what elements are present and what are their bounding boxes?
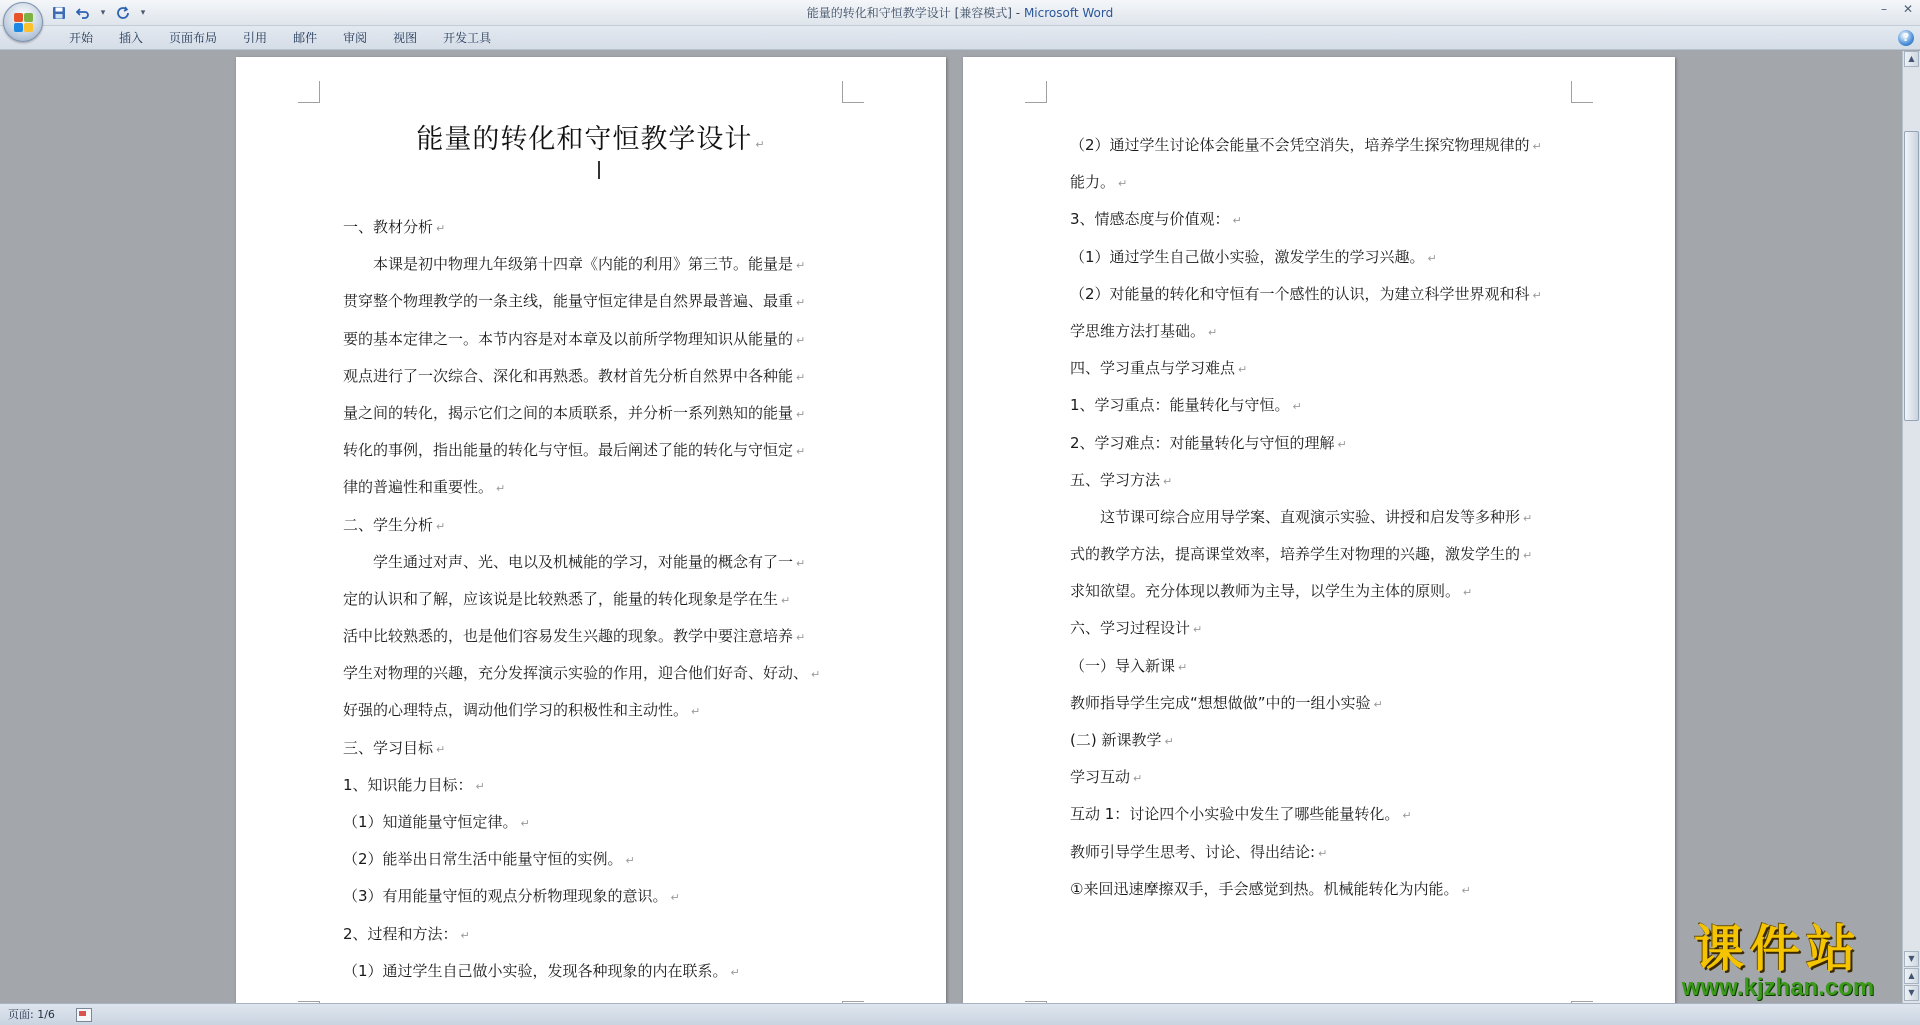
text-line-content: 律的普遍性和重要性。 xyxy=(343,478,494,497)
text-line-content: 这节课可综合应用导学案、直观演示实验、讲授和启发等多种形 xyxy=(1070,507,1521,526)
text-line[interactable] xyxy=(343,581,845,618)
text-line-content: 转化的事例，指出能量的转化与守恒。最后阐述了能的转化与守恒定 xyxy=(343,441,794,460)
paragraph-mark: ↵ xyxy=(625,854,635,868)
next-page-icon[interactable]: ▼ xyxy=(1904,985,1919,1001)
vertical-scrollbar[interactable] xyxy=(1902,51,1920,1003)
text-line-content: 定的认识和了解，应该说是比较熟悉了，能量的转化现象是学在生 xyxy=(343,589,779,608)
text-line-content: （1）通过学生自己做小实验，发现各种现象的内在联系。 xyxy=(343,961,728,980)
text-line-content: （2）通过学生讨论体会能量不会凭空消失，培养学生探究物理规律的 xyxy=(1070,136,1530,154)
text-line[interactable] xyxy=(1070,685,1575,722)
office-button[interactable] xyxy=(3,2,43,42)
crop-mark xyxy=(842,81,864,103)
paragraph-mark: ↵ xyxy=(1461,883,1471,897)
undo-button[interactable] xyxy=(74,4,92,22)
close-button[interactable]: ✕ xyxy=(1902,2,1914,16)
title-separator: - xyxy=(1011,6,1024,20)
text-line-content: 好强的心理特点，调动他们学习的积极性和主动性。 xyxy=(343,701,689,720)
text-cursor xyxy=(598,161,600,179)
watermark-url: www.kjzhan.com xyxy=(1681,974,1875,1001)
paragraph-mark: ↵ xyxy=(520,817,530,830)
scroll-up-arrow-icon[interactable]: ▲ xyxy=(1904,51,1919,67)
text-line[interactable] xyxy=(343,469,845,506)
text-line[interactable] xyxy=(1070,834,1575,871)
text-line-content: 学思维方法打基础。 xyxy=(1070,321,1206,340)
text-line[interactable] xyxy=(1070,573,1575,610)
text-line[interactable] xyxy=(343,804,845,841)
undo-icon xyxy=(76,6,90,20)
paragraph-mark: ↵ xyxy=(460,928,470,942)
paragraph-mark: ↵ xyxy=(1208,325,1218,339)
paragraph-mark: ↵ xyxy=(436,742,446,756)
paragraph-mark: ↵ xyxy=(796,370,806,384)
text-line-content: 学生通过对声、光、电以及机械能的学习，对能量的概念有了一 xyxy=(343,552,794,571)
text-line-content: 学习互动 xyxy=(1070,768,1131,787)
paragraph-mark: ↵ xyxy=(781,593,791,607)
paragraph-mark: ↵ xyxy=(796,259,806,273)
text-line-content: 教师引导学生思考、讨论、得出结论: xyxy=(1070,842,1316,861)
page-2-body[interactable] xyxy=(1070,127,1575,908)
status-bar xyxy=(0,1003,1920,1025)
text-line-content: (二) 新课教学 xyxy=(1070,731,1162,749)
text-line[interactable] xyxy=(1070,648,1575,685)
paragraph-mark: ↵ xyxy=(1532,288,1542,302)
text-line-content: 三、学习目标 xyxy=(343,738,434,757)
text-line-content: 六、学习过程设计 xyxy=(1070,619,1191,638)
paragraph-mark: ↵ xyxy=(1232,214,1242,228)
text-line[interactable] xyxy=(1070,350,1575,387)
paragraph-mark: ↵ xyxy=(670,891,680,905)
text-line-content: 1、学习重点：能量转化与守恒。 xyxy=(1070,396,1290,415)
text-line[interactable] xyxy=(343,916,845,953)
paragraph-mark: ↵ xyxy=(1523,511,1533,525)
text-line-content: （1）知道能量守恒定律。 xyxy=(343,813,518,831)
ribbon-tab-6[interactable]: 视图 xyxy=(393,31,418,45)
text-line-content: 量之间的转化，揭示它们之间的本质联系，并分析一系列熟知的能量 xyxy=(343,403,794,422)
text-line-content: ①来回迅速摩擦双手，手会感觉到热。机械能转化为内能。 xyxy=(1070,879,1459,898)
text-line-content: （3）有用能量守恒的观点分析物理现象的意识。 xyxy=(343,887,668,906)
text-line-content: 学生对物理的兴趣，充分发挥演示实验的作用，迎合他们好奇、好动、 xyxy=(343,664,809,683)
page-1-body[interactable] xyxy=(343,209,845,990)
text-line[interactable] xyxy=(1070,871,1575,908)
text-line[interactable] xyxy=(343,767,845,804)
text-line[interactable] xyxy=(343,544,845,581)
text-line[interactable] xyxy=(343,618,845,655)
text-line[interactable] xyxy=(1070,722,1575,759)
text-line-content: 3、情感态度与价值观： xyxy=(1070,210,1230,229)
text-line[interactable] xyxy=(343,283,845,320)
minimize-button[interactable]: – xyxy=(1881,2,1887,16)
page-count[interactable]: 页面: 1/6 xyxy=(8,1008,55,1021)
quick-access-toolbar xyxy=(50,3,148,23)
ribbon-tab-bar xyxy=(0,26,1920,50)
paragraph-mark: ↵ xyxy=(1118,177,1128,191)
ribbon-tab-5[interactable]: 审阅 xyxy=(343,31,368,45)
paragraph-mark: ↵ xyxy=(1373,697,1383,711)
text-line-content: 1、知识能力目标： xyxy=(343,775,473,794)
document-title-text: 能量的转化和守恒教学设计 xyxy=(416,124,753,155)
text-line[interactable] xyxy=(343,321,845,358)
paragraph-mark: ↵ xyxy=(691,705,701,719)
paragraph-mark: ↵ xyxy=(1133,772,1143,786)
text-line[interactable] xyxy=(343,246,845,283)
watermark-logo xyxy=(1658,919,1898,1001)
window-controls xyxy=(1872,0,1920,22)
text-line[interactable] xyxy=(343,953,845,990)
text-line-content: （2）对能量的转化和守恒有一个感性的认识，为建立科学世界观和科 xyxy=(1070,284,1530,303)
paragraph-mark: ↵ xyxy=(1318,846,1328,860)
text-line[interactable] xyxy=(1070,387,1575,424)
text-line[interactable] xyxy=(1070,239,1575,276)
paragraph-mark: ↵ xyxy=(796,407,806,421)
text-line[interactable] xyxy=(343,358,845,395)
paragraph-mark: ↵ xyxy=(1292,400,1302,414)
crop-mark xyxy=(1571,81,1593,103)
ribbon-tab-1[interactable]: 插入 xyxy=(119,31,144,45)
text-line[interactable] xyxy=(343,878,845,915)
redo-icon xyxy=(116,6,130,20)
paragraph-mark: ↵ xyxy=(755,138,766,151)
text-line-content: 式的教学方法，提高课堂效率，培养学生对物理的兴趣，激发学生的 xyxy=(1070,545,1521,564)
paragraph-mark: ↵ xyxy=(1337,437,1347,451)
redo-button[interactable] xyxy=(114,4,132,22)
watermark-title: 课件站 xyxy=(1694,919,1862,978)
text-line-content: 教师指导学生完成“想想做做”中的一组小实验 xyxy=(1070,693,1371,712)
text-line-content: （一）导入新课 xyxy=(1070,656,1176,675)
text-line-content: 四、学习重点与学习难点 xyxy=(1070,359,1236,378)
text-line-content: 贯穿整个物理教学的一条主线，能量守恒定律是自然界最普遍、最重 xyxy=(343,292,794,311)
text-line[interactable] xyxy=(343,730,845,767)
paragraph-mark: ↵ xyxy=(1178,660,1188,674)
ribbon-tab-2[interactable]: 页面布局 xyxy=(169,31,218,45)
text-line[interactable] xyxy=(1070,536,1575,573)
text-line-content: 一、教材分析 xyxy=(343,218,434,236)
office-logo-icon xyxy=(14,13,34,33)
text-line[interactable] xyxy=(343,841,845,878)
paragraph-mark: ↵ xyxy=(796,333,806,347)
ribbon-tab-0[interactable]: 开始 xyxy=(69,31,94,45)
text-line[interactable] xyxy=(343,692,845,729)
undo-dropdown[interactable]: ▾ xyxy=(100,8,106,18)
paragraph-mark: ↵ xyxy=(1238,363,1248,377)
paragraph-mark: ↵ xyxy=(1427,251,1437,265)
text-line-content: 2、学习难点：对能量转化与守恒的理解 xyxy=(1070,433,1335,452)
app-name: Microsoft Word xyxy=(1023,6,1114,20)
save-button[interactable] xyxy=(50,4,68,22)
text-line[interactable] xyxy=(1070,462,1575,499)
text-line-content: 本课是初中物理九年级第十四章《内能的利用》第三节。能量是 xyxy=(343,255,794,274)
crop-mark xyxy=(298,81,320,103)
ribbon-tab-3[interactable]: 引用 xyxy=(243,31,268,45)
text-line[interactable] xyxy=(1070,499,1575,536)
paragraph-mark: ↵ xyxy=(796,445,806,459)
text-line[interactable] xyxy=(343,507,845,544)
paragraph-mark: ↵ xyxy=(1163,474,1173,488)
paragraph-mark: ↵ xyxy=(796,556,806,570)
text-line[interactable] xyxy=(1070,313,1575,350)
save-icon xyxy=(52,6,66,20)
paragraph-mark: ↵ xyxy=(1532,140,1542,153)
text-line-content: 二、学生分析 xyxy=(343,515,434,534)
paragraph-mark: ↵ xyxy=(730,965,740,979)
text-line[interactable] xyxy=(1070,425,1575,462)
scroll-down-arrow-icon[interactable]: ▼ xyxy=(1904,951,1919,967)
text-line-content: 要的基本定律之一。本节内容是对本章及以前所学物理知识从能量的 xyxy=(343,329,794,348)
document-area[interactable] xyxy=(0,51,1902,1003)
text-line-content: 2、过程和方法： xyxy=(343,924,458,943)
paragraph-mark: ↵ xyxy=(1193,623,1203,637)
text-line-content: （2）能举出日常生活中能量守恒的实例。 xyxy=(343,850,623,869)
paragraph-mark: ↵ xyxy=(475,779,485,793)
ribbon-tab-4[interactable]: 邮件 xyxy=(293,31,318,45)
text-line[interactable] xyxy=(1070,201,1575,238)
document-title[interactable] xyxy=(236,117,946,156)
text-line[interactable] xyxy=(343,655,845,692)
page-1[interactable] xyxy=(236,57,946,1003)
title-bar xyxy=(0,0,1920,26)
text-line-content: 活中比较熟悉的，也是他们容易发生兴趣的现象。教学中要注意培养 xyxy=(343,627,794,646)
ribbon-tab-7[interactable]: 开发工具 xyxy=(443,31,492,45)
text-line[interactable] xyxy=(343,209,845,246)
document-name: 能量的转化和守恒教学设计 [兼容模式] xyxy=(806,6,1012,20)
paragraph-mark: ↵ xyxy=(796,631,806,645)
help-button[interactable]: ? xyxy=(1898,30,1914,46)
paragraph-mark: ↵ xyxy=(1402,809,1412,823)
text-line[interactable] xyxy=(1070,759,1575,796)
ribbon-tabs xyxy=(56,26,504,50)
paragraph-mark: ↵ xyxy=(436,222,446,235)
scroll-thumb[interactable] xyxy=(1904,131,1919,421)
text-line[interactable] xyxy=(1070,127,1575,164)
text-line[interactable] xyxy=(1070,164,1575,201)
text-line[interactable] xyxy=(343,395,845,432)
page-2[interactable] xyxy=(963,57,1675,1003)
paragraph-mark: ↵ xyxy=(1523,549,1533,563)
text-line[interactable] xyxy=(1070,610,1575,647)
text-line-content: 五、学习方法 xyxy=(1070,470,1161,489)
text-line[interactable] xyxy=(343,432,845,469)
paragraph-mark: ↵ xyxy=(1463,586,1473,600)
text-line-content: （1）通过学生自己做小实验，激发学生的学习兴趣。 xyxy=(1070,247,1425,266)
text-line-content: 能力。 xyxy=(1070,173,1116,192)
text-line-content: 观点进行了一次综合、深化和再熟悉。教材首先分析自然界中各种能 xyxy=(343,366,794,385)
proofing-status-icon[interactable] xyxy=(76,1008,92,1022)
paragraph-mark: ↵ xyxy=(1164,735,1174,748)
text-line[interactable] xyxy=(1070,276,1575,313)
paragraph-mark: ↵ xyxy=(436,519,446,533)
text-line-content: 互动 1：讨论四个小实验中发生了哪些能量转化。 xyxy=(1070,805,1400,824)
text-line[interactable] xyxy=(1070,796,1575,833)
paragraph-mark: ↵ xyxy=(811,668,821,682)
customize-qat-button[interactable]: ▾ xyxy=(140,8,146,18)
window-title xyxy=(0,0,1920,26)
text-line-content: 求知欲望。充分体现以教师为主导，以学生为主体的原则。 xyxy=(1070,582,1461,601)
previous-page-icon[interactable]: ▲ xyxy=(1904,968,1919,984)
crop-mark xyxy=(1025,81,1047,103)
paragraph-mark: ↵ xyxy=(496,482,506,496)
paragraph-mark: ↵ xyxy=(796,296,806,310)
